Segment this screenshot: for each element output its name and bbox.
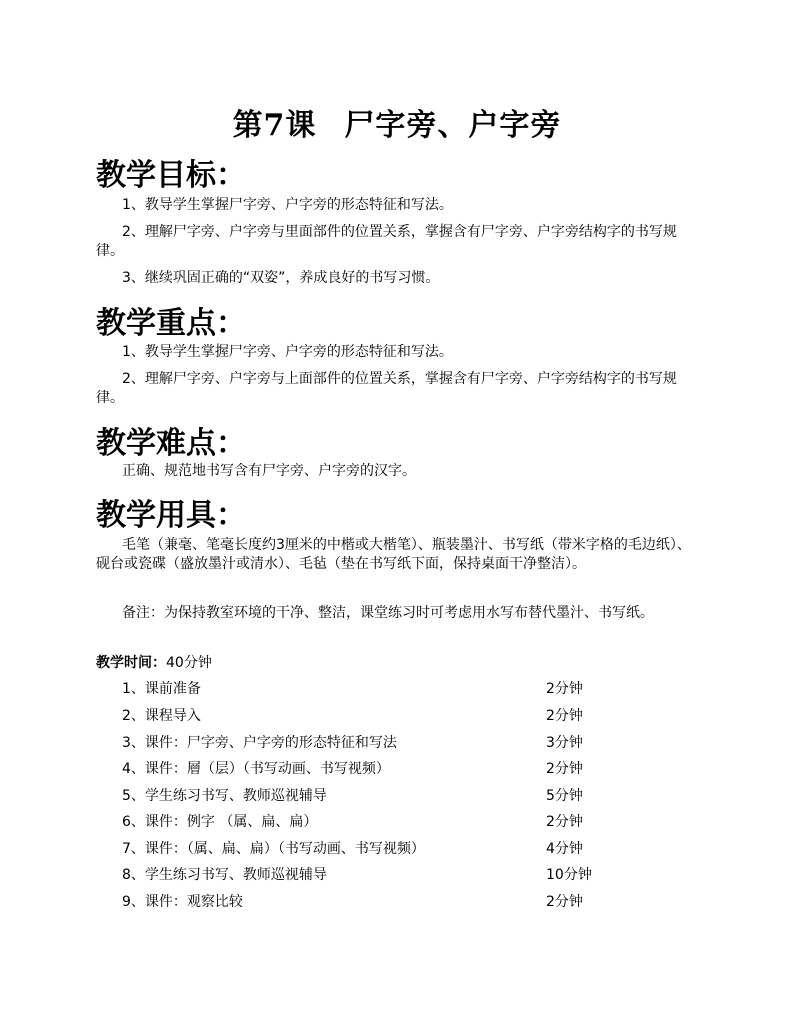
schedule-row: 6、课件：例字 （属、扁、扁） 2分钟 — [122, 814, 583, 830]
lesson-topic: 尸字旁、户字旁 — [344, 108, 562, 143]
tools-heading: 教学用具： — [96, 498, 246, 533]
goals-item-1: 1、教导学生掌握尸字旁、户字旁的形态特征和写法。 — [122, 197, 453, 213]
lesson-number: 第7课 — [232, 108, 317, 143]
schedule-row: 3、课件：尸字旁、户字旁的形态特征和写法 3分钟 — [122, 735, 583, 751]
goals-item-2: 2、理解尸字旁、户字旁与里面部件的位置关系，掌握含有尸字旁、户字旁结构字的书写规律。 — [96, 224, 677, 259]
goals-heading: 教学目标： — [96, 158, 246, 193]
schedule-row: 9、课件：观察比较 2分钟 — [122, 894, 583, 910]
schedule-row: 4、课件：層（层）（书写动画、书写视频） 2分钟 — [122, 761, 583, 777]
difficulty-heading: 教学难点： — [96, 426, 246, 461]
schedule-row: 8、学生练习书写、教师巡视辅导 10分钟 — [122, 867, 592, 883]
tools-item-1: 毛笔（兼毫、笔毫长度约3厘米的中楷或大楷笔）、瓶装墨汁、书写纸（带米字格的毛边纸）、砚台或瓷碟（盛放墨汁或清水）、毛毡（垫在书写纸下面，保持桌面干净整洁）。 — [96, 537, 691, 572]
difficulty-item-1: 正确、规范地书写含有尸字旁、户字旁的汉字。 — [122, 463, 416, 479]
goals-item-3: 3、继续巩固正确的“双姿”，养成良好的书写习惯。 — [122, 270, 440, 286]
schedule-row: 7、课件：（属、扁、扁）（书写动画、书写视频） 4分钟 — [122, 841, 583, 857]
schedule-row: 1、课前准备 2分钟 — [122, 681, 583, 697]
focus-item-1: 1、教导学生掌握尸字旁、户字旁的形态特征和写法。 — [122, 344, 453, 360]
focus-item-2: 2、理解尸字旁、户字旁与上面部件的位置关系，掌握含有尸字旁、户字旁结构字的书写规律。 — [96, 371, 677, 406]
focus-heading: 教学重点： — [96, 306, 246, 341]
time-label: 教学时间：40分钟 — [96, 655, 212, 671]
schedule-row: 5、学生练习书写、教师巡视辅导 5分钟 — [122, 788, 583, 804]
time-total: 40分钟 — [166, 655, 212, 671]
page-title — [0, 100, 794, 144]
schedule-row: 2、课程导入 2分钟 — [122, 708, 583, 724]
tools-note: 备注：为保持教室环境的干净、整洁，课堂练习时可考虑用水写布替代墨汁、书写纸。 — [122, 605, 654, 621]
